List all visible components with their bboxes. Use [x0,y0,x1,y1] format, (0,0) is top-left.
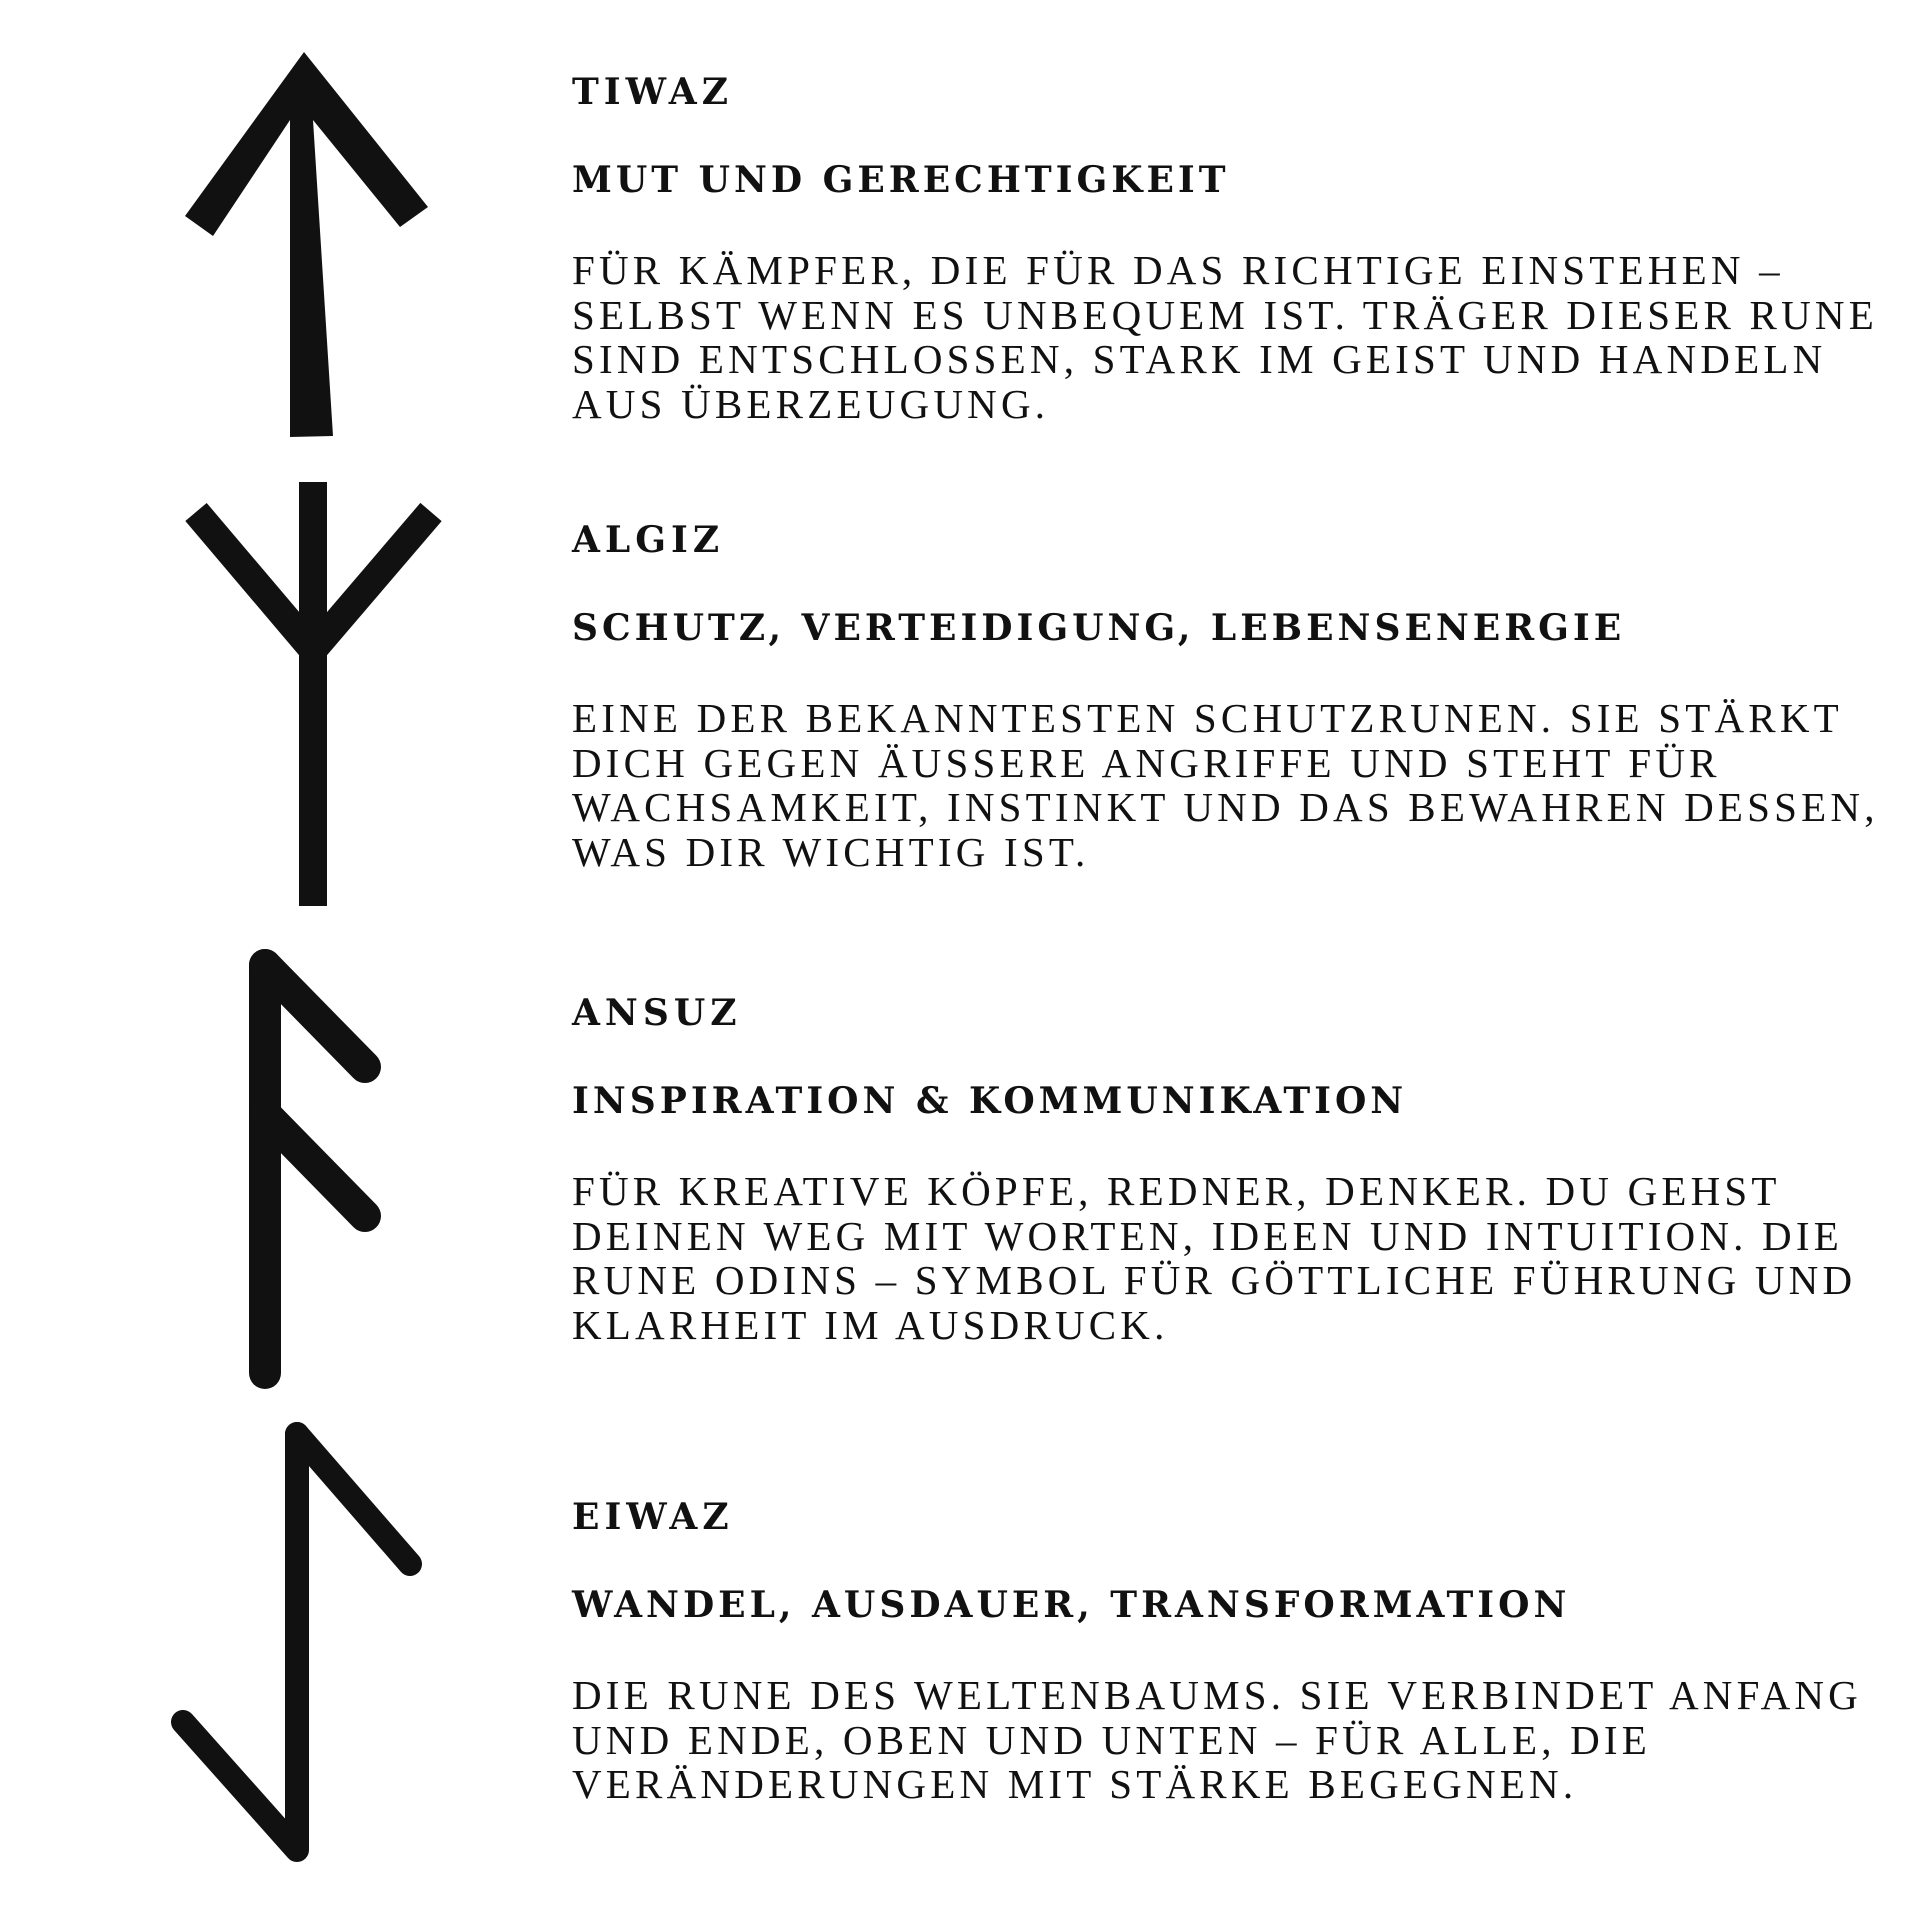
description-line: KLARHEIT IM AUSDRUCK. [572,1301,1169,1348]
rune-entry-algiz [572,518,1879,875]
rune-name: TIWAZ [572,71,733,113]
description-line: SIND ENTSCHLOSSEN, STARK IM GEIST UND HANDELN [572,336,1827,382]
description-line: DIE RUNE DES WELTENBAUMS. SIE VERBINDET ANFANG [572,1672,1862,1718]
description-line: RUNE ODINS – SYMBOL FÜR GÖTTLICHE FÜHRUNG UND [572,1257,1857,1303]
rune-name: EIWAZ [572,1496,734,1538]
rune-subtitle: INSPIRATION & KOMMUNIKATION [572,1080,1408,1122]
rune-description [572,695,1879,875]
rune-entry-tiwaz [572,70,1878,427]
rune-description [572,1169,1872,1347]
rune-subtitle: MUT UND GERECHTIGKEIT [572,159,1230,201]
description-line: FÜR KÄMPFER, DIE FÜR DAS RICHTIGE EINSTEHEN – [572,247,1784,293]
rune-subtitle: WANDEL, AUSDAUER, TRANSFORMATION [572,1584,1571,1626]
description-line: EINE DER BEKANNTESTEN SCHUTZRUNEN. SIE STÄRKT [572,695,1843,741]
rune-entry-ansuz [572,991,1872,1347]
description-line: WAS DIR WICHTIG IST. [572,828,1090,875]
rune-description [572,1673,1872,1807]
description-line: VERÄNDERUNGEN MIT STÄRKE BEGEGNEN. [572,1761,1578,1807]
description-line: AUS ÜBERZEUGUNG. [572,380,1050,427]
description-line: DEINEN WEG MIT WORTEN, IDEEN UND INTUITION. DIE [572,1212,1843,1259]
rune-name: ANSUZ [572,992,742,1034]
rune-subtitle: SCHUTZ, VERTEIDIGUNG, LEBENSENERGIE [572,607,1626,649]
description-line: WACHSAMKEIT, INSTINKT UND DAS BEWAHREN DESSEN, [572,784,1879,830]
rune-name: ALGIZ [572,519,725,561]
description-line: UND ENDE, OBEN UND UNTEN – FÜR ALLE, DIE [572,1716,1652,1763]
description-line: FÜR KREATIVE KÖPFE, REDNER, DENKER. DU GEHST [572,1168,1781,1214]
rune-description [572,247,1878,427]
rune-entry-eiwaz [572,1495,1872,1807]
description-line: DICH GEGEN ÄUSSERE ANGRIFFE UND STEHT FÜR [572,739,1721,786]
description-line: SELBST WENN ES UNBEQUEM IST. TRÄGER DIESER RUNE [572,291,1878,338]
